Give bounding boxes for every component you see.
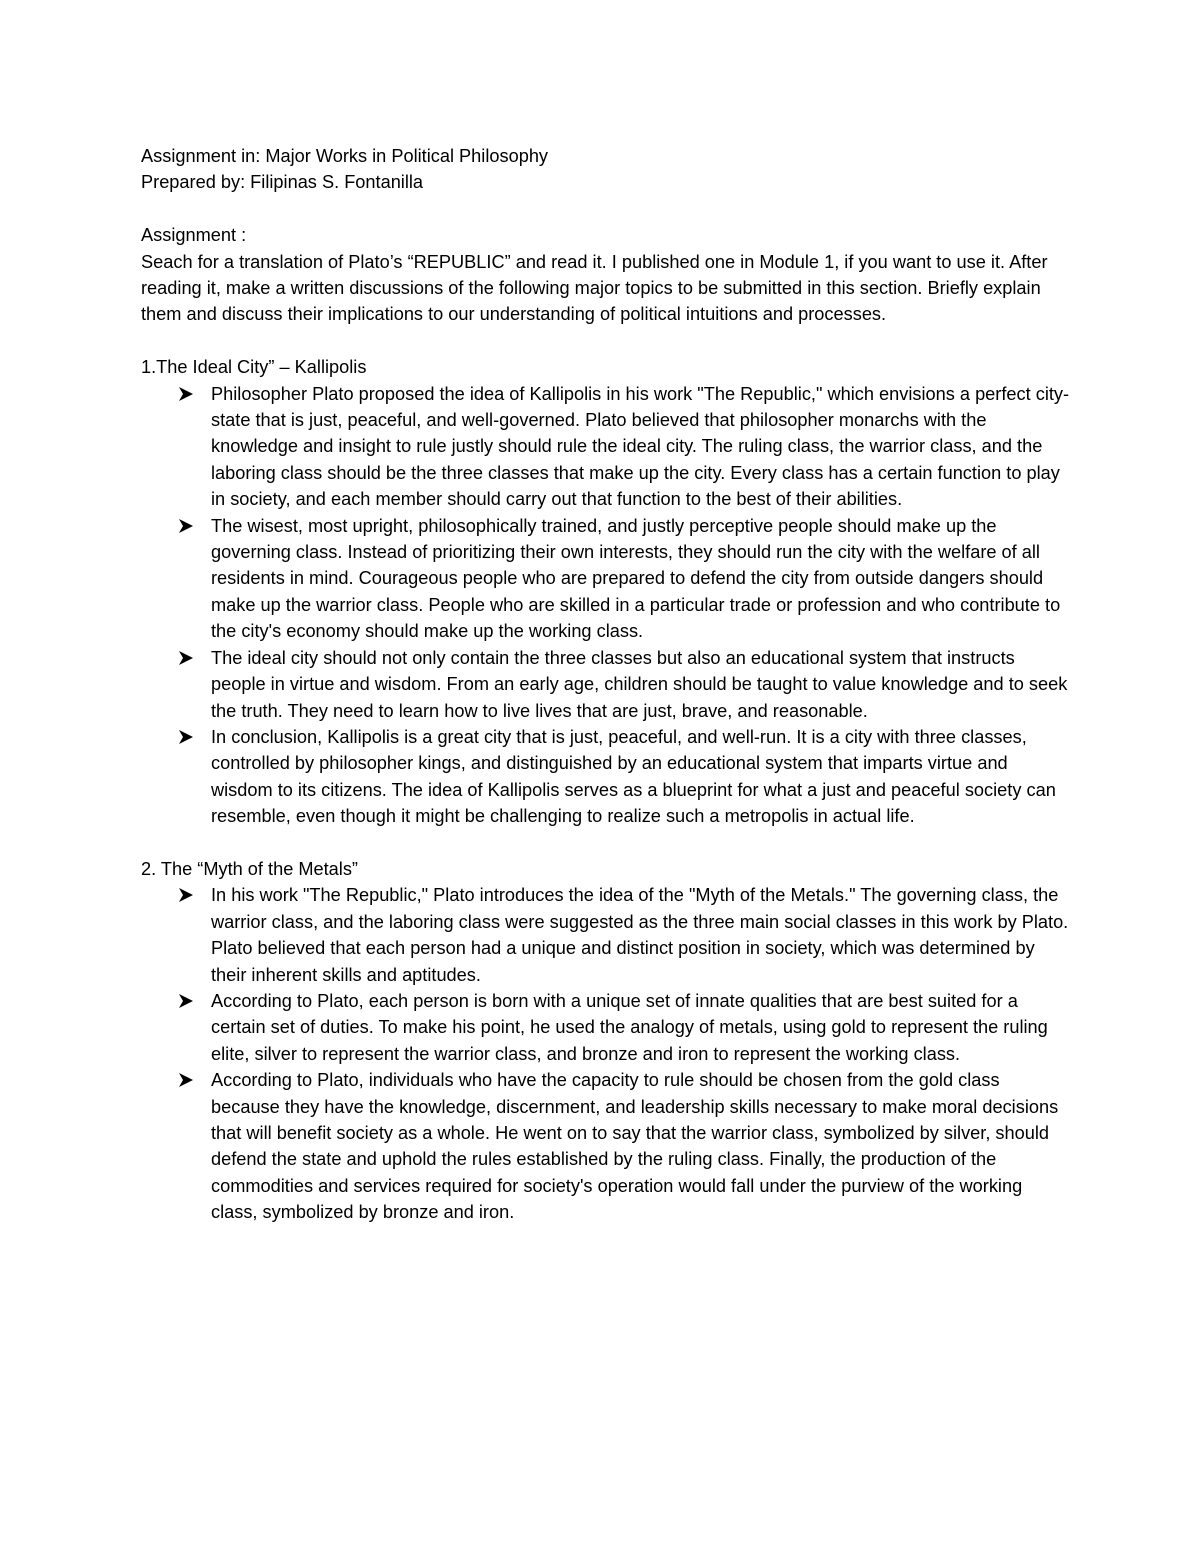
arrowhead-bullet-icon	[177, 381, 197, 407]
bullet-item	[211, 724, 1071, 830]
bullet-item	[211, 645, 1071, 724]
bullet-text: Philosopher Plato proposed the idea of Kallipolis in his work "The Republic," which envisions a perfect city-state that is just, peaceful, and well-governed. Plato believed that philosopher monarchs with the knowledge and insight to rule justly should rule the ideal city. The ruling class, the warrior class, and the laboring class should be the three classes that make up the city. Every class has a certain function to play in society, and each member should carry out that function to the best of their abilities.	[211, 383, 1070, 510]
spacer	[141, 328, 1071, 354]
document-body	[141, 143, 1071, 1226]
section-heading: 2. The “Myth of the Metals”	[141, 858, 358, 879]
bullet-list	[141, 882, 1071, 1225]
bullet-text: According to Plato, each person is born with a unique set of innate qualities that are best suited for a certain set of duties. To make his point, he used the analogy of metals, using gold to represent the ruling elite, silver to represent the warrior class, and bronze and iron to represent the working class.	[211, 990, 1048, 1064]
bullet-item	[211, 882, 1071, 988]
bullet-list	[141, 381, 1071, 830]
bullet-text: In conclusion, Kallipolis is a great city that is just, peaceful, and well-run. It is a city with three classes, controlled by philosopher kings, and distinguished by an educational system that imparts virtue and wisdom to its citizens. The idea of Kallipolis serves as a blueprint for what a just and peaceful society can resemble, even though it might be challenging to realize such a metropolis in actual life.	[211, 726, 1056, 827]
section-myth-of-metals	[141, 856, 1071, 1226]
arrowhead-bullet-icon	[177, 724, 197, 750]
bullet-text: The ideal city should not only contain the three classes but also an educational system that instructs people in virtue and wisdom. From an early age, children should be taught to value knowledge and to seek the truth. They need to learn how to live lives that are just, brave, and reasonable.	[211, 647, 1068, 721]
assignment-title: Assignment in: Major Works in Political Philosophy	[141, 146, 549, 166]
spacer	[141, 196, 1071, 222]
section-heading: 1.The Ideal City” – Kallipolis	[141, 357, 367, 378]
arrowhead-bullet-icon	[177, 513, 197, 539]
assignment-label: Assignment :	[141, 225, 247, 246]
bullet-text: According to Plato, individuals who have the capacity to rule should be chosen from the gold class because they have the knowledge, discernment, and leadership skills necessary to make moral decisions that will benefit society as a whole. He went on to say that the warrior class, symbolized by silver, should defend the state and uphold the rules established by the ruling class. Finally, the production of the commodities and services required for society's operation would fall under the purview of the working class, symbolized by bronze and iron.	[211, 1070, 1059, 1223]
bullet-text: In his work "The Republic," Plato introduces the idea of the "Myth of the Metals." The governing class, the warrior class, and the laboring class were suggested as the three main social classes in this work by Plato. Plato believed that each person had a unique and distinct position in society, which was determined by their inherent skills and aptitudes.	[211, 885, 1069, 985]
bullet-item	[211, 988, 1071, 1067]
bullet-item	[211, 513, 1071, 645]
assignment-instructions: Seach for a translation of Plato’s “REPUBLIC” and read it. I published one in Module 1, if you want to use it. After reading it, make a written discussions of the following major topics to be submitted in this section. Briefly explain them and discuss their implications to our understanding of political intuitions and processes.	[141, 251, 1048, 325]
arrowhead-bullet-icon	[177, 988, 197, 1014]
arrowhead-bullet-icon	[177, 882, 197, 908]
bullet-text: The wisest, most upright, philosophically trained, and justly perceptive people should make up the governing class. Instead of prioritizing their own interests, they should run the city with the welfare of all residents in mind. Courageous people who are prepared to defend the city from outside dangers should make up the warrior class. People who are skilled in a particular trade or profession and who contribute to the city's economy should make up the working class.	[211, 515, 1061, 642]
arrowhead-bullet-icon	[177, 645, 197, 671]
bullet-item	[211, 1067, 1071, 1225]
spacer	[141, 830, 1071, 856]
section-ideal-city	[141, 354, 1071, 829]
prepared-by: Prepared by: Filipinas S. Fontanilla	[141, 172, 424, 193]
bullet-item	[211, 381, 1071, 513]
arrowhead-bullet-icon	[177, 1067, 197, 1093]
